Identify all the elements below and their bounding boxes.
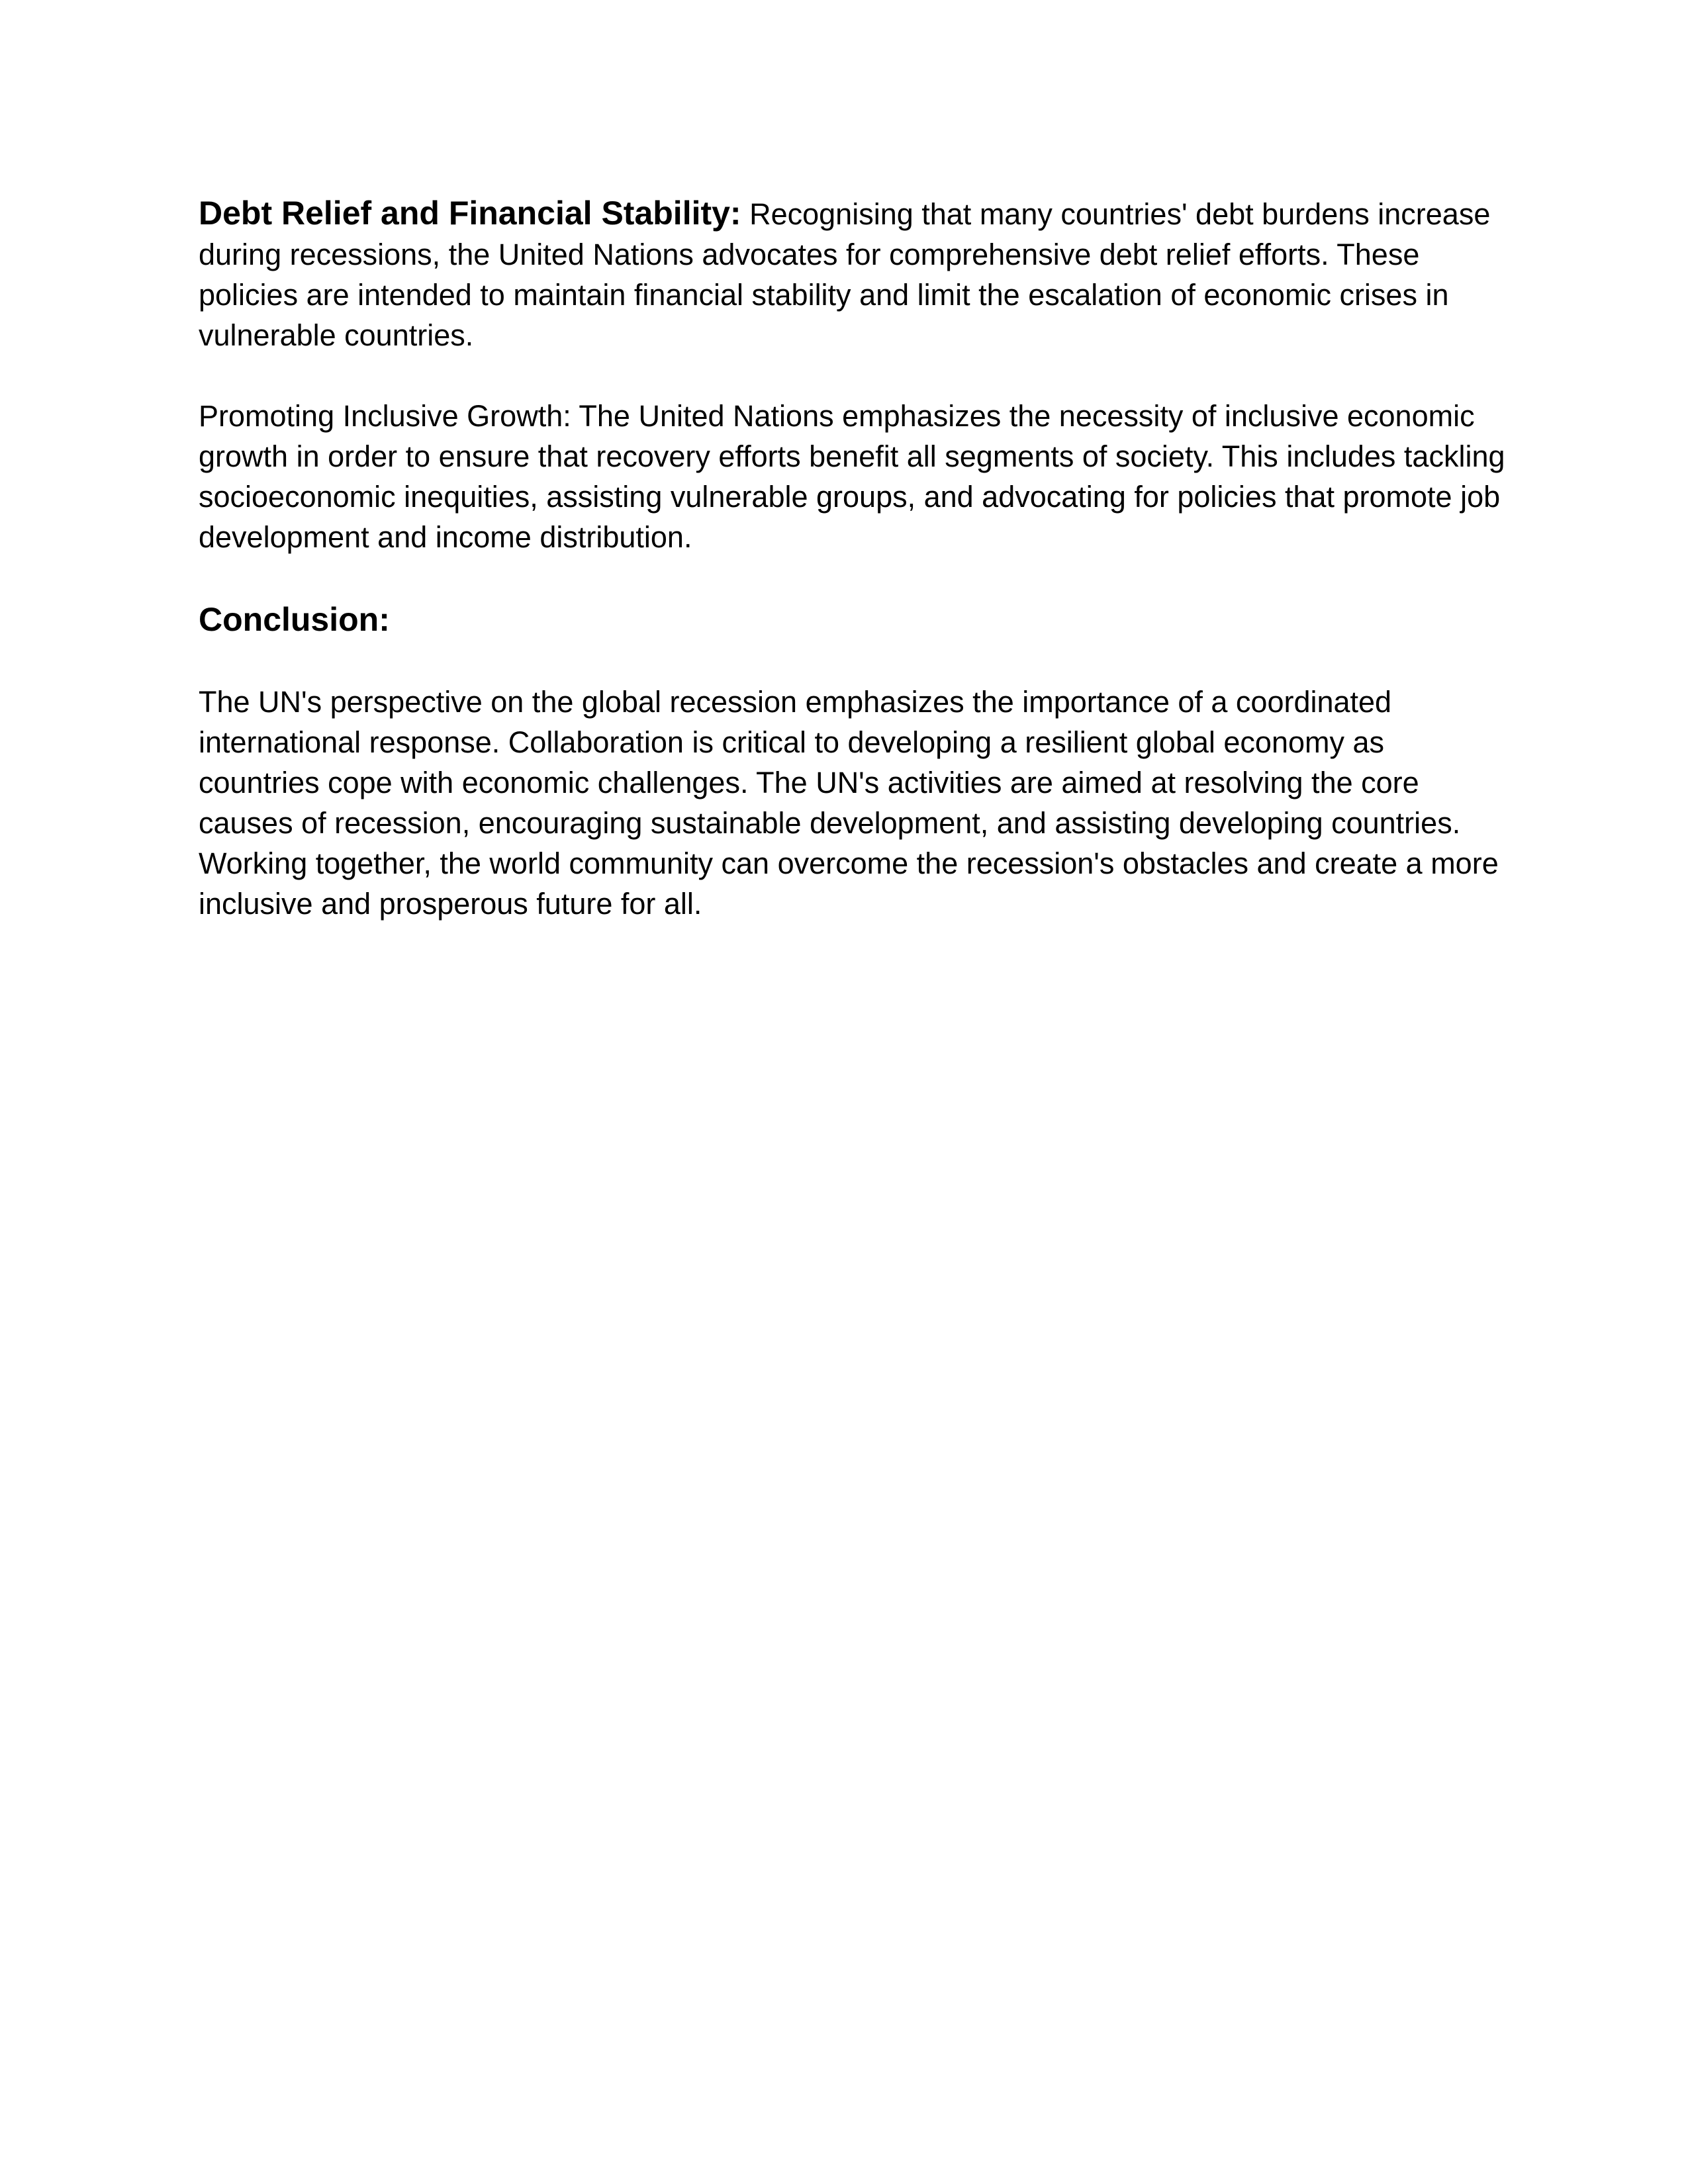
debt-relief-text: Recognising that many countries' debt burdens increase during recessions, the United Nations advocates for comprehensive debt relief efforts. These policies are intended to maintain financial stability and limit the escalation of economic crises in vulnerable countries. [199,197,1491,352]
inclusive-growth-paragraph: Promoting Inclusive Growth: The United Nations emphasizes the necessity of inclusive economic growth in order to ensure that recovery efforts benefit all segments of society. This includes tackling socioeconomic inequities, assisting vulnerable groups, and advocating for policies that promote job development and income distribution. [199,399,1505,554]
document-body [199,193,1509,924]
debt-relief-lead: Debt Relief and Financial Stability: [199,195,741,232]
conclusion-heading: Conclusion: [199,601,390,638]
debt-relief-paragraph [199,193,1509,355]
conclusion-paragraph: The UN's perspective on the global recession emphasizes the importance of a coordinated international response. Collaboration is critical to developing a resilient global economy as countries cope with economic challenges. The UN's activities are aimed at resolving the core causes of recession, encouraging sustainable development, and assisting developing countries. Working together, the world community can overcome the recession's obstacles and create a more inclusive and prosperous future for all. [199,685,1499,921]
